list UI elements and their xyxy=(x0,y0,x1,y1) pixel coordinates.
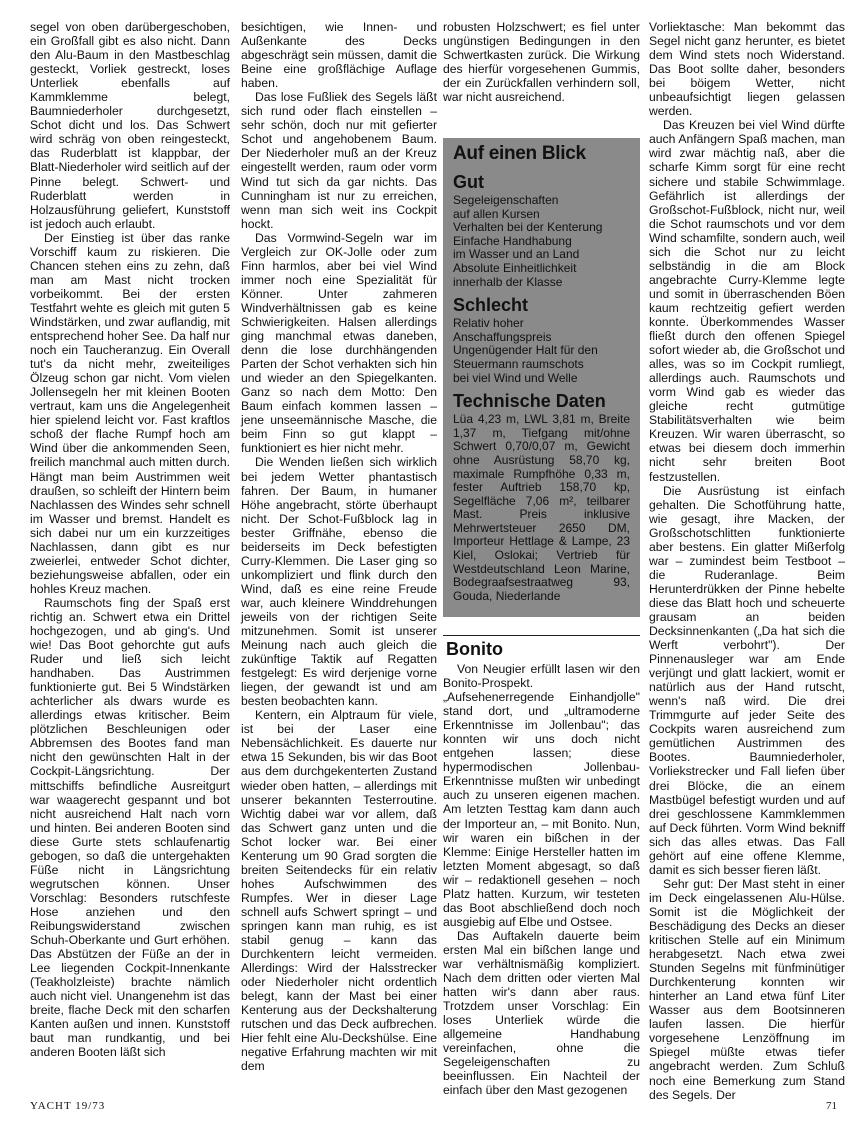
paragraph: Das Vormwind-Segeln war im Vergleich zur OK-Jolle oder zum Finn harmlos, aber bei viel Wind immer noch eine Spezialität für Könner. Unter zahmeren Windverhältnissen gab es keine Schwierigkeiten. Halsen allerdings ging manchmal etwas daneben, denn die lose durchhängenden Parten der Schot verhakten sich hin und wieder an den Spiegelkanten. Ganz so nach dem Motto: Den Baum einfach kommen lassen – jene unseemännische Masche, die beim Finn so gut klappt – funktioniert es hier nicht mehr. xyxy=(241,230,437,456)
paragraph: Vorliektasche: Man bekommt das Segel nicht ganz herunter, es bietet dem Wind stets noch Widerstand. Das Boot sollte daher, besonders bei böigem Wetter, nicht unbeaufsichtigt liegen gelassen werden. xyxy=(649,20,845,119)
paragraph: besichtigen, wie Innen- und Außenkante des Decks abgeschrägt sein müssen, damit die Beine eine großflächige Auflage haben. xyxy=(241,20,437,91)
paragraph: Das Auftakeln dauerte beim ersten Mal ein bißchen lange und war verhältnismäßig kompliziert. Nach dem dritten oder vierten Mal hatten wir's dann aber raus. Trotzdem unser Vorschlag: Ein loses Unterliek würde die allgemeine Handhabung vereinfachen, ohne die Segeleigenschaften zu beeinflussen. Ein Nachteil der einfach über den Mast gezogenen xyxy=(443,928,640,1098)
paragraph: Die Ausrüstung ist einfach gehalten. Die Schotführung hatte, wie gesagt, ihre Macken, der Großschotschlitten funktionierte aber bestens. Ein glatter Mißerfolg war – zumindest beim Testboot – die Ruderanlage. Beim Herunterdrükken der Pinne hebelte diese das Blatt hoch und scheuerte grausam an beiden Decksinnenkanten („Da hat sich die Werft verbohrt"). Der Pinnenausleger war am Ende verjüngt und glatt lackiert, womit er natürlich aus der Hand rutscht, wenn's naß wird. Die drei Trimmgurte auf jeder Seite des Cockpits waren ausreichend zum gemütlichen Austrimmen des Bootes. Baumniederholer, Vorliekstrecker und Fall liefen über drei Blöcke, die an einem Mastbügel befestigt wurden und auf drei geschlossene Kammklemmen auf Deck führten. Vorm Wind bekniff sich das alles etwas. Das Fall gehört auf eine offene Klemme, damit es sich besser fieren läßt. xyxy=(649,483,845,877)
article-column-1 xyxy=(30,20,230,1059)
summary-infobox xyxy=(443,138,640,617)
paragraph: Von Neugier erfüllt lasen wir den Bonito-Prospekt. „Aufsehenerregende Einhandjolle" stand dort, und „ultramoderne Erkenntnisse im Jollenbau"; das konnten wir uns doch nicht entgehen lassen; diese hypermodischen Jollenbau-Erkenntnisse mußten wir unbedingt auch zu unseren eigenen machen. Am letzten Testtag kam dann auch der Importeur an, – mit Bonito. Nun, wir waren ein bißchen in der Klemme: Einige Hersteller hatten im letzten Moment abgesagt, so daß wir – redaktionell gesehen – noch Platz hatten. Kurzum, wir testeten das Boot abschließend doch noch ausgiebig auf Elbe und Ostsee. xyxy=(443,662,640,929)
paragraph: Das Kreuzen bei viel Wind dürfte auch Anfängern Spaß machen, man wird zwar mächtig naß, aber die scharfe Kimm sorgt für eine recht sichere und stabile Schwimmlage. Gefährlich ist allerdings der Großschot-Fußblock, nicht nur, weil die Schot raumschots und vor dem Wind schamfilte, sondern auch, weil sich die Schot nur zu leicht selbständig in die am Block angebrachte Curry-Klemme legte und somit in überraschenden Böen kaum rechtzeitig gefiert werden konnte. Überkommendes Wasser fließt durch den offenen Spiegel sofort wieder ab, die Großschot und alles, was so im Cockpit rumliegt, allerdings auch. Raumschots und vorm Wind gab es wieder das gleiche recht gutmütige Stabilitätsverhalten wie beim Kreuzen. Wir waren überrascht, so etwas bei diesem doch immerhin nicht sehr breiten Boot festzustellen. xyxy=(649,118,845,484)
article-column-3 xyxy=(443,20,640,104)
article-column-2 xyxy=(241,20,437,1074)
paragraph: Raumschots fing der Spaß erst richtig an. Schwert etwa ein Drittel hochgezogen, und ab ging's. Und wie! Das Boot gehorchte gut aufs Ruder und ließ sich leicht handhaben. Das Austrimmen funktionierte gut. Bei 5 Windstärken achterlicher als dwars wurde es allerdings etwas kritischer. Beim plötzlichen Beschleunigen oder Abbremsen des Bootes fand man nicht den gewünschten Halt in der Cockpit-Längsrichtung. Der mittschiffs befindliche Ausreitgurt war waagerecht gespannt und bot nicht ausreichend Halt nach vorn und hinten. Bei anderen Booten sind diese Gurte stets schlaufenartig gebogen, so daß die untergehakten Füße nicht in Längsrichtung wegrutschen können. Unser Vorschlag: Besonders rutschfeste Hose anziehen und den Reibungswiderstand zwischen Schuh-Oberkante und Gurt erhöhen. Das Abstützen der Füße an der in Lee liegenden Cockpit-Innenkante (Teakholzleiste) brachte nämlich auch nicht viel. Unangenehm ist das breite, flache Deck mit den scharfen Kanten außen und innen. Kunststoff baut man rundkantig, und bei anderen Booten läßt sich xyxy=(30,595,230,1060)
paragraph: Sehr gut: Der Mast steht in einer im Deck eingelassenen Alu-Hülse. Somit ist die Möglichkeit der Beschädigung des Decks an dieser kritischen Stelle auf ein Minimum herabgesetzt. Nach etwa zwei Stunden Segelns mit fünfminütiger Durchkenterung konnten wir hinterher an Land etwa fünf Liter Wasser aus dem Bootsinneren laufen lassen. Die hierfür vorgesehene Lenzöffnung im Spiegel müßte etwas tiefer angebracht werden. Zum Schluß noch eine Bemerkung zum Stand des Segels. Der xyxy=(649,876,845,1102)
infobox-tech-heading: Technische Daten xyxy=(453,391,606,412)
bonito-section-body xyxy=(443,662,640,1097)
paragraph: Der Einstieg ist über das ranke Vorschiff kaum zu riskieren. Die Chancen stehen eins zu zehn, daß man am Mast nicht trocken vorbeikommt. Bei der ersten Testfahrt wehte es gleich mit guten 5 Windstärken, und zwar auflandig, mit entsprechend hoher See. Da half nur noch ein Taucheranzug. Ein Overall tut's da nicht mehr, zweiteiliges Ölzeug schon gar nicht. Vom vielen Jollensegeln her mit kleinen Booten vertraut, kam uns die Angelegenheit hier spielend leicht vor. Fast kraftlos schoß der flache Rumpf hoch am Wind über die ankommenden Seen, freilich manchmal auch mitten durch. Hängt man beim Austrimmen weit draußen, so schleift der Hintern beim Nachlassen des Windes sehr schnell im Wasser und bremst. Handelt es sich dabei nur um ein kurzzeitiges Nachlassen, dann gibt es nur zweierlei, entweder Schot dichter, beziehungsweise abfallen, oder ein hohles Kreuz machen. xyxy=(30,230,230,596)
infobox-bad-text: Relativ hoher Anschaffungspreis Ungenügender Halt für den Steuermann raumschots bei viel Wind und Welle xyxy=(453,316,598,385)
infobox-bad-heading: Schlecht xyxy=(453,295,529,316)
paragraph: segel von oben darübergeschoben, ein Großfall gibt es also nicht. Dann den Alu-Baum in den Mastbeschlag gesteckt, Vorliek gestreckt, loses Unterliek ebenfalls auf Kammklemme belegt, Baumniederholer durchgesetzt, Schot dicht und los. Das Schwert wird schräg von oben reingesteckt, das Ruderblatt ist klappbar, der Blatt-Niederholer wird seitlich auf der Pinne belegt. Schwert- und Ruderblatt werden in Holzausführung geliefert, Kunststoff ist jedoch auch erlaubt. xyxy=(30,20,230,231)
section-divider xyxy=(443,635,640,636)
paragraph: Die Wenden ließen sich wirklich bei jedem Wetter phantastisch fahren. Der Baum, in humaner Höhe angebracht, störte überhaupt nicht. Der Schot-Fußblock lag in bester Griffnähe, ebenso die beiderseits im Deck befestigten Curry-Klemmen. Die Laser ging so unkompliziert und flink durch den Wind, daß es eine reine Freude war, auch kleinere Winddrehungen jeweils von der richtigen Seite mitzunehmen. Somit ist unserer Meinung nach auch gleich die zukünftige Taktik auf Regatten festgelegt: Es wird derjenige vorne liegen, der gewandt ist und am besten beobachten kann. xyxy=(241,455,437,709)
paragraph: robusten Holzschwert; es fiel unter ungünstigen Bedingungen in den Schwertkasten zurück. Die Wirkung des hierfür vorgesehenen Gummis, der ein Zurückfallen verhindern soll, war nicht ausreichend. xyxy=(443,20,640,105)
infobox-good-text: Segeleigenschaften auf allen Kursen Verhalten bei der Kenterung Einfache Handhabung im Wasser und an Land Absolute Einheitlichkeit innerhalb der Klasse xyxy=(453,193,603,289)
magazine-issue-footer: YACHT 19/73 xyxy=(30,1100,106,1112)
paragraph: Das lose Fußliek des Segels läßt sich rund oder flach einstellen – sehr schön, doch nur mit gefierter Schot und angehobenem Baum. Der Niederholer muß an der Kreuz eingestellt werden, raum oder vorm Wind tut sich da gar nichts. Das Cunningham ist nur zu erreichen, wenn man sich weit ins Cockpit hockt. xyxy=(241,90,437,231)
infobox-title: Auf einen Blick xyxy=(453,143,586,164)
article-column-4 xyxy=(649,20,845,1102)
infobox-tech-text: Lüa 4,23 m, LWL 3,81 m, Breite 1,37 m, Tiefgang mit/ohne Schwert 0,70/0,07 m, Gewicht ohne Ausrüstung 58,70 kg, maximale Rumpfhöhe 0,33 m, fester Auftrieb 158,70 kp, Segelfläche 7,06 m², teilbarer Mast. Preis inklusive Mehrwertsteuer 2650 DM, Importeur Hettlage & Lampe, 23 Kiel, Oslokai; Vertrieb für Westdeutschland Leon Marine, Bodegraafsestraatweg 93, Gouda, Niederlande xyxy=(453,412,630,603)
paragraph: Kentern, ein Alptraum für viele, ist bei der Laser eine Nebensächlichkeit. Es dauerte nur etwa 15 Sekunden, bis wir das Boot aus dem durchgekenterten Zustand wieder oben hatten, – allerdings mit unserer bekannten Testerroutine. Wichtig dabei war vor allem, daß das Schwert ganz unten und die Schot locker war. Bei einer Kenterung um 90 Grad sorgten die breiten Seitendecks für ein relativ hohes Aufschwimmen des Rumpfes. Wer in dieser Lage schnell aufs Schwert springt – und springen kann man ruhig, es ist stabil genug – kann das Durchkentern leicht vermeiden. Allerdings: Wird der Halsstrecker oder Niederholer nicht ordentlich belegt, kann der Mast bei einer Kenterung aus der Deckshalterung rutschen und das Deck aufbrechen. Hier fehlt eine Alu-Deckshülse. Eine negative Erfahrung machten wir mit dem xyxy=(241,708,437,1074)
page-number: 71 xyxy=(826,1100,837,1112)
section-heading-bonito: Bonito xyxy=(446,639,503,659)
infobox-good-heading: Gut xyxy=(453,172,484,192)
